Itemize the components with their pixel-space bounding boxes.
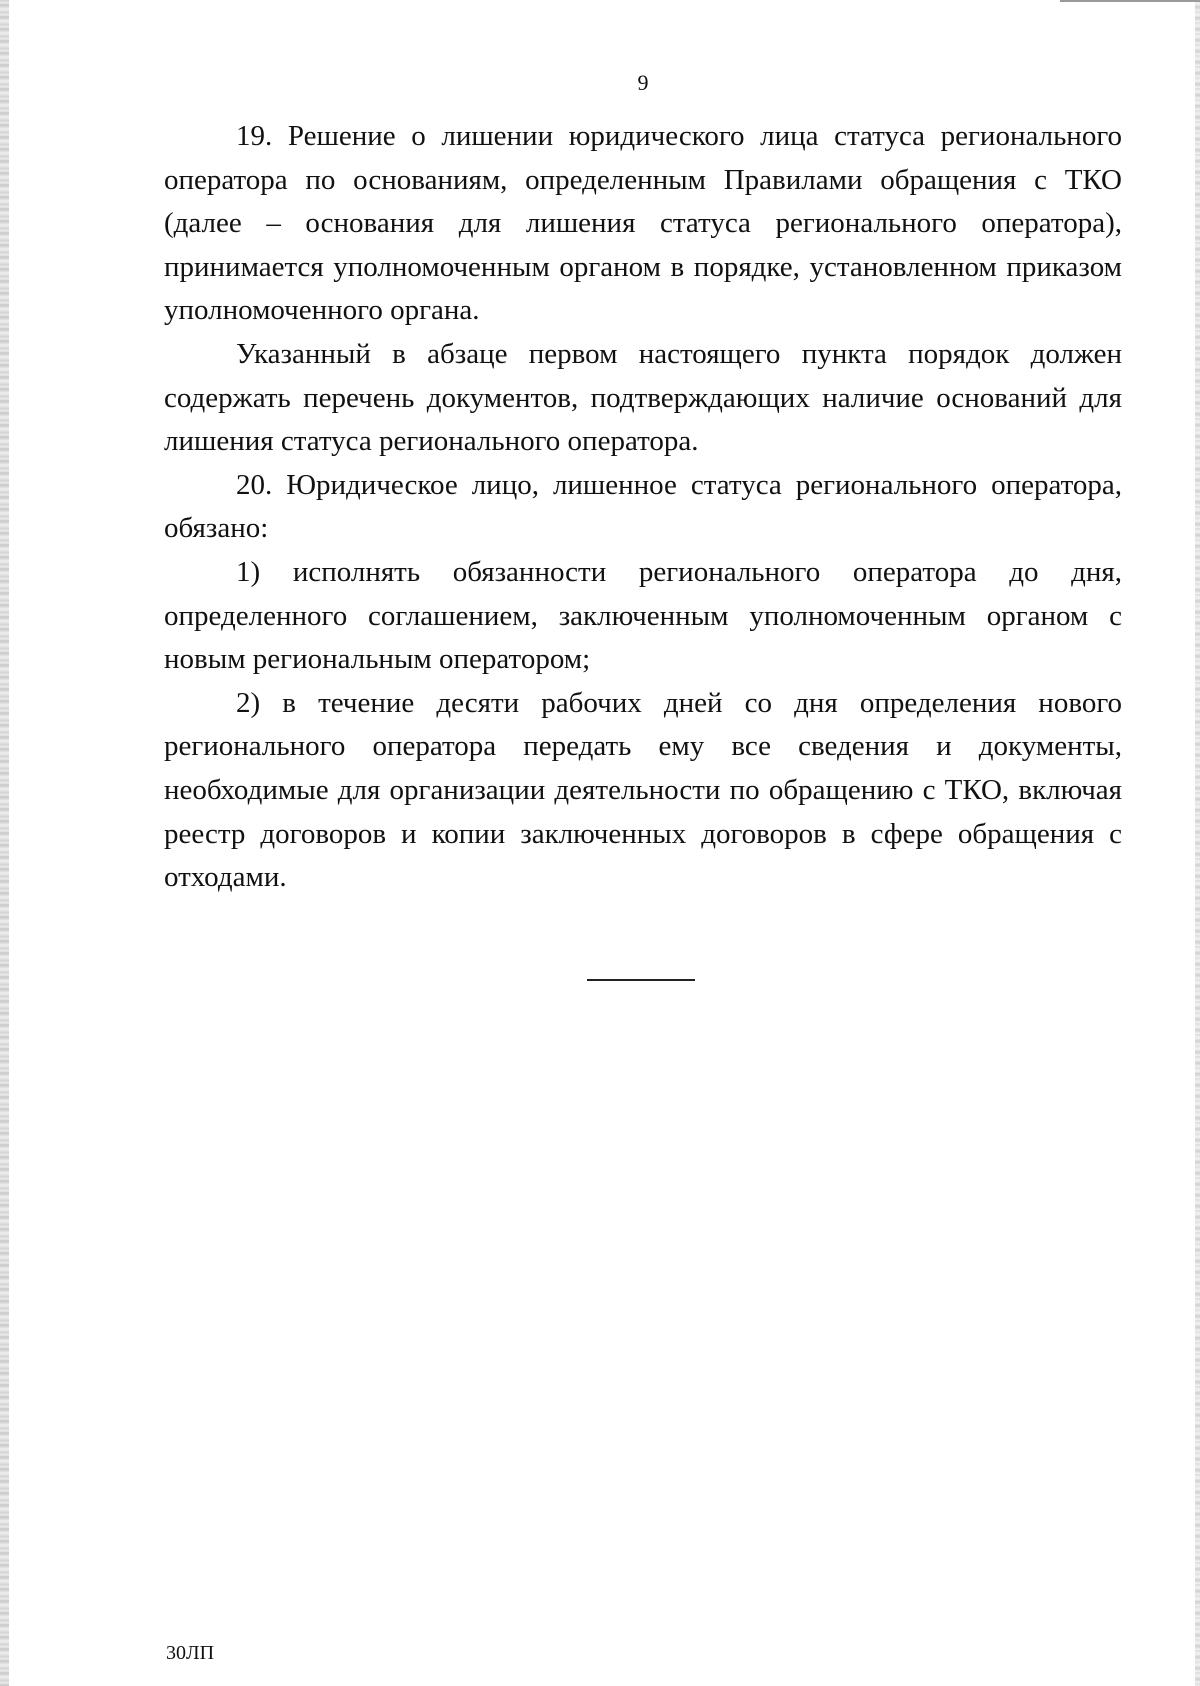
- paragraph-20-item-2: 2) в течение десяти рабочих дней со дня определения нового регионального оператора передать ему все сведения и документы, необходимые для организации деятельности по обращению с ТКО, включая реестр договоров и копии заключенных договоров в сфере обращения с отходами.: [164, 686, 1122, 894]
- paragraph-19: 19. Решение о лишении юридического лица статуса регионального оператора по основаниям, определенным Правилами обращения с ТКО (далее – основания для лишения статуса регионального оператора), принимается уполномоченным органом в порядке, установленном приказом уполномоченного органа.: [164, 120, 1122, 327]
- end-separator-line: [587, 979, 695, 981]
- footer-document-code: 30ЛП: [166, 1642, 215, 1664]
- scan-edge-left: [0, 0, 9, 1686]
- paragraph-19-second: Указанный в абзаце первом настоящего пункта порядок должен содержать перечень документов, подтверждающих наличие оснований для лишения статуса регионального оператора.: [164, 337, 1122, 458]
- scan-top-line: [1060, 0, 1200, 2]
- page-number: 9: [637, 70, 649, 95]
- scan-edge-right: [1195, 0, 1200, 1686]
- paragraph-20: 20. Юридическое лицо, лишенное статуса регионального оператора, обязано:: [164, 468, 1122, 545]
- paragraph-20-item-1: 1) исполнять обязанности регионального оператора до дня, определенного соглашением, заключенным уполномоченным органом с новым региональным оператором;: [164, 555, 1122, 676]
- document-body: [164, 115, 1122, 900]
